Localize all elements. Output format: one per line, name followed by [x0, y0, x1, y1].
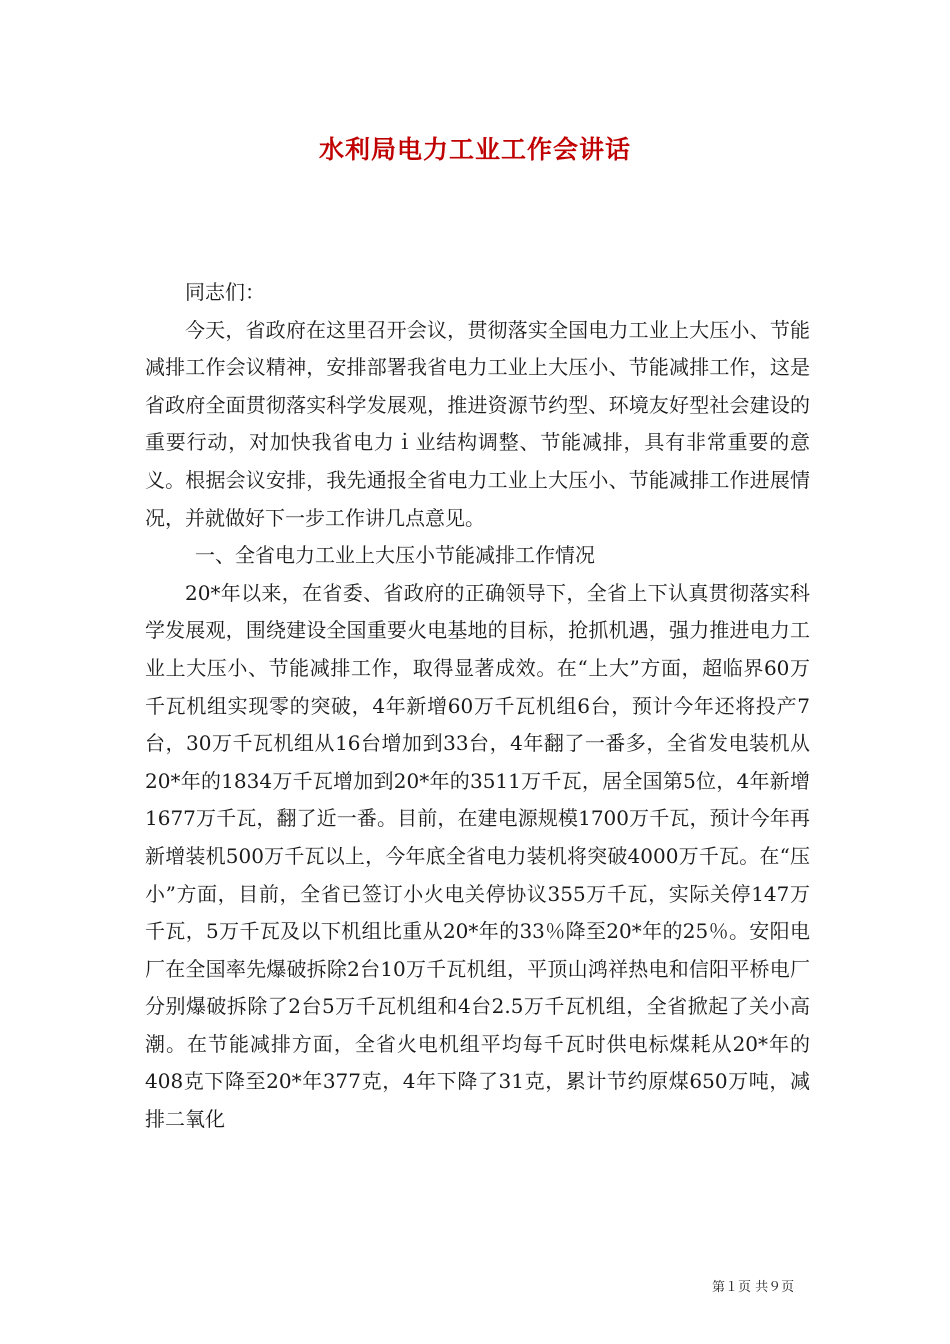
body-paragraph: 今天，省政府在这里召开会议，贯彻落实全国电力工业上大压小、节能减排工作会议精神，安排部署我省电力工业上大压小、节能减排工作，这是省政府全面贯彻落实科学发展观，推进资源节约型、环境友好型社会建设的重要行动，对加快我省电力ｉ业结构调整、节能减排，具有非常重要的意义。根据会议安排，我先通报全省电力工业上大压小、节能减排工作进展情况，并就做好下一步工作讲几点意见。 [145, 317, 810, 530]
document-body [145, 274, 810, 1139]
section-heading: 一、全省电力工业上大压小节能减排工作情况 [195, 543, 595, 568]
body-paragraph: 20*年以来，在省委、省政府的正确领导下，全省上下认真贯彻落实科学发展观，围绕建设全国重要火电基地的目标，抢抓机遇，强力推进电力工业上大压小、节能减排工作，取得显著成效。在“上大”方面，超临界60万千瓦机组实现零的突破，4年新增60万千瓦机组6台，预计今年还将投产7台，30万千瓦机组从16台增加到33台，4年翻了一番多，全省发电装机从20*年的1834万千瓦增加到20*年的3511万千瓦，居全国第5位，4年新增1677万千瓦，翻了近一番。目前，在建电源规模1700万千瓦，预计今年再新增装机500万千瓦以上，今年底全省电力装机将突破4000万千瓦。在“压小”方面，目前，全省已签订小火电关停协议355万千瓦，实际关停147万千瓦，5万千瓦及以下机组比重从20*年的33％降至20*年的25％。安阳电厂在全国率先爆破拆除2台10万千瓦机组，平顶山鸿祥热电和信阳平桥电厂分别爆破拆除了2台5万千瓦机组和4台2.5万千瓦机组，全省掀起了关小高潮。在节能减排方面，全省火电机组平均每千瓦时供电标煤耗从20*年的408克下降至20*年377克，4年下降了31克，累计节约原煤650万吨，减排二氧化 [145, 580, 810, 1132]
page-number: 第１页 共９页 [712, 1280, 795, 1295]
salutation: 同志们： [185, 280, 265, 304]
page-title: 水利局电力工业工作会讲话 [318, 135, 631, 164]
